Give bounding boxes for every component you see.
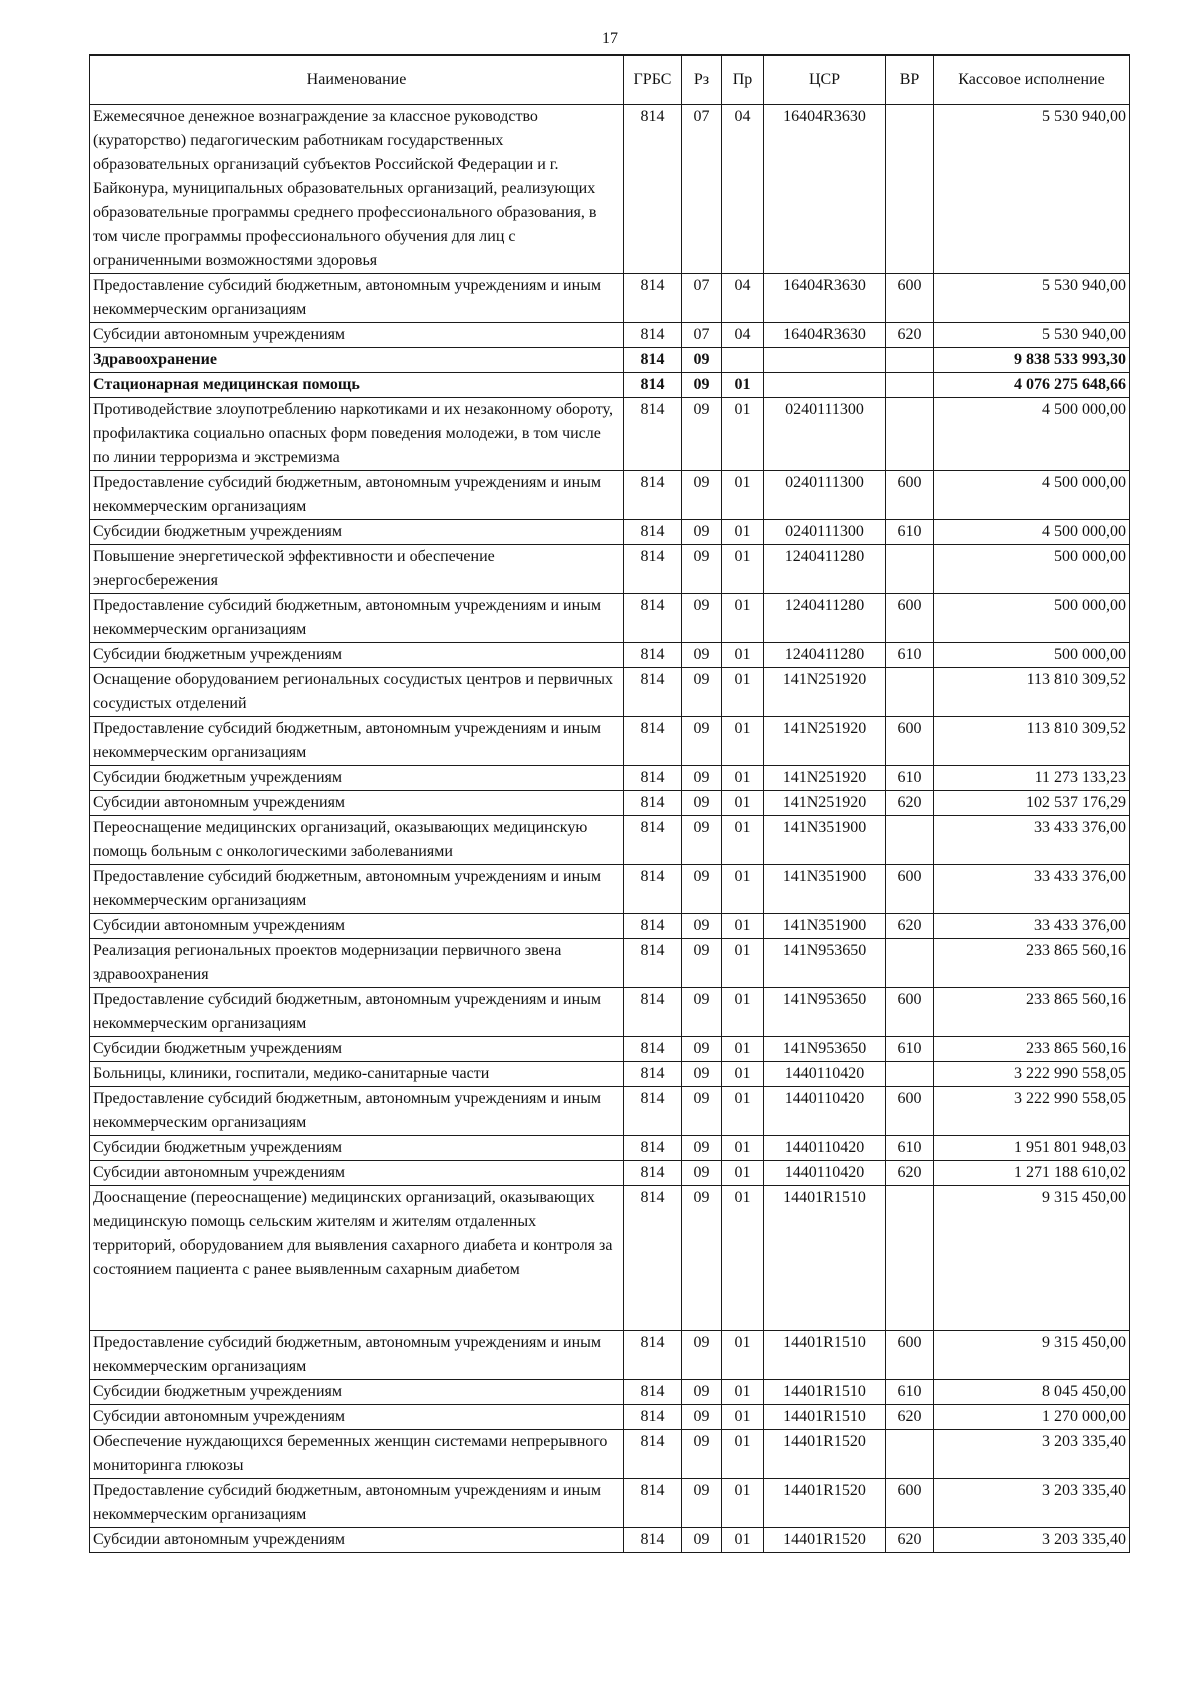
cell-amount: 3 203 335,40 bbox=[934, 1479, 1130, 1528]
cell-name: Предоставление субсидий бюджетным, автономным учреждениям и иным некоммерческим организациям bbox=[90, 988, 624, 1037]
table-row bbox=[90, 1136, 1130, 1161]
table-row bbox=[90, 1087, 1130, 1136]
cell-amount: 113 810 309,52 bbox=[934, 717, 1130, 766]
cell-name: Обеспечение нуждающихся беременных женщин системами непрерывного мониторинга глюкозы bbox=[90, 1430, 624, 1479]
table-row bbox=[90, 1380, 1130, 1405]
cell-rz: 09 bbox=[682, 1186, 722, 1331]
table-row bbox=[90, 643, 1130, 668]
table-row bbox=[90, 398, 1130, 471]
cell-pr: 01 bbox=[722, 939, 764, 988]
cell-csr: 1440110420 bbox=[764, 1062, 886, 1087]
cell-vr bbox=[886, 1062, 934, 1087]
cell-grbs: 814 bbox=[624, 766, 682, 791]
cell-rz: 09 bbox=[682, 1136, 722, 1161]
cell-rz: 09 bbox=[682, 988, 722, 1037]
cell-csr: 141N953650 bbox=[764, 988, 886, 1037]
header-pr: Пр bbox=[722, 55, 764, 105]
cell-grbs: 814 bbox=[624, 348, 682, 373]
cell-rz: 09 bbox=[682, 1037, 722, 1062]
cell-rz: 09 bbox=[682, 1528, 722, 1553]
table-row bbox=[90, 323, 1130, 348]
cell-grbs: 814 bbox=[624, 1331, 682, 1380]
cell-csr: 16404R3630 bbox=[764, 105, 886, 274]
cell-pr: 01 bbox=[722, 1136, 764, 1161]
cell-name: Переоснащение медицинских организаций, оказывающих медицинскую помощь больным с онкологическими заболеваниями bbox=[90, 816, 624, 865]
cell-name: Субсидии бюджетным учреждениям bbox=[90, 1380, 624, 1405]
cell-csr: 1240411280 bbox=[764, 545, 886, 594]
cell-vr bbox=[886, 373, 934, 398]
cell-rz: 09 bbox=[682, 594, 722, 643]
cell-grbs: 814 bbox=[624, 668, 682, 717]
cell-vr: 610 bbox=[886, 1136, 934, 1161]
table-header-row bbox=[90, 55, 1130, 105]
cell-amount: 4 076 275 648,66 bbox=[934, 373, 1130, 398]
cell-rz: 09 bbox=[682, 717, 722, 766]
cell-rz: 09 bbox=[682, 643, 722, 668]
cell-vr: 600 bbox=[886, 471, 934, 520]
cell-rz: 09 bbox=[682, 520, 722, 545]
cell-amount: 1 951 801 948,03 bbox=[934, 1136, 1130, 1161]
cell-grbs: 814 bbox=[624, 323, 682, 348]
cell-pr: 01 bbox=[722, 865, 764, 914]
table-row bbox=[90, 1037, 1130, 1062]
cell-grbs: 814 bbox=[624, 1186, 682, 1331]
cell-name: Предоставление субсидий бюджетным, автономным учреждениям и иным некоммерческим организациям bbox=[90, 1331, 624, 1380]
cell-grbs: 814 bbox=[624, 398, 682, 471]
cell-csr: 14401R1510 bbox=[764, 1380, 886, 1405]
cell-name: Субсидии автономным учреждениям bbox=[90, 1405, 624, 1430]
cell-rz: 09 bbox=[682, 1405, 722, 1430]
cell-csr: 1240411280 bbox=[764, 643, 886, 668]
table-row bbox=[90, 988, 1130, 1037]
cell-grbs: 814 bbox=[624, 1479, 682, 1528]
cell-csr: 141N953650 bbox=[764, 1037, 886, 1062]
cell-pr bbox=[722, 348, 764, 373]
cell-amount: 233 865 560,16 bbox=[934, 1037, 1130, 1062]
cell-pr: 01 bbox=[722, 717, 764, 766]
cell-name: Субсидии автономным учреждениям bbox=[90, 791, 624, 816]
cell-pr: 01 bbox=[722, 1479, 764, 1528]
table-row bbox=[90, 791, 1130, 816]
cell-rz: 09 bbox=[682, 1087, 722, 1136]
cell-amount: 4 500 000,00 bbox=[934, 471, 1130, 520]
cell-csr: 14401R1510 bbox=[764, 1186, 886, 1331]
cell-name: Предоставление субсидий бюджетным, автономным учреждениям и иным некоммерческим организациям bbox=[90, 717, 624, 766]
cell-vr: 620 bbox=[886, 1528, 934, 1553]
cell-name: Предоставление субсидий бюджетным, автономным учреждениям и иным некоммерческим организациям bbox=[90, 1087, 624, 1136]
cell-csr: 141N251920 bbox=[764, 717, 886, 766]
cell-name: Субсидии автономным учреждениям bbox=[90, 323, 624, 348]
table-row bbox=[90, 105, 1130, 274]
cell-vr: 610 bbox=[886, 1380, 934, 1405]
cell-grbs: 814 bbox=[624, 1087, 682, 1136]
cell-name: Предоставление субсидий бюджетным, автономным учреждениям и иным некоммерческим организациям bbox=[90, 274, 624, 323]
cell-name: Стационарная медицинская помощь bbox=[90, 373, 624, 398]
table-row bbox=[90, 1331, 1130, 1380]
table-row bbox=[90, 274, 1130, 323]
cell-vr: 620 bbox=[886, 914, 934, 939]
cell-vr: 610 bbox=[886, 643, 934, 668]
cell-csr: 1440110420 bbox=[764, 1136, 886, 1161]
table-row bbox=[90, 373, 1130, 398]
table-row bbox=[90, 348, 1130, 373]
cell-grbs: 814 bbox=[624, 791, 682, 816]
cell-amount: 3 222 990 558,05 bbox=[934, 1062, 1130, 1087]
cell-pr: 01 bbox=[722, 816, 764, 865]
cell-rz: 07 bbox=[682, 105, 722, 274]
table-row bbox=[90, 914, 1130, 939]
cell-grbs: 814 bbox=[624, 865, 682, 914]
cell-vr bbox=[886, 398, 934, 471]
header-vr: ВР bbox=[886, 55, 934, 105]
table-row bbox=[90, 520, 1130, 545]
cell-vr bbox=[886, 105, 934, 274]
cell-rz: 07 bbox=[682, 323, 722, 348]
cell-rz: 09 bbox=[682, 791, 722, 816]
cell-csr: 141N351900 bbox=[764, 914, 886, 939]
table-row bbox=[90, 939, 1130, 988]
cell-rz: 09 bbox=[682, 1062, 722, 1087]
cell-vr: 600 bbox=[886, 865, 934, 914]
cell-pr: 04 bbox=[722, 323, 764, 348]
cell-vr bbox=[886, 545, 934, 594]
table-row bbox=[90, 594, 1130, 643]
cell-amount: 33 433 376,00 bbox=[934, 914, 1130, 939]
cell-name: Предоставление субсидий бюджетным, автономным учреждениям и иным некоммерческим организациям bbox=[90, 471, 624, 520]
table-row bbox=[90, 1528, 1130, 1553]
cell-vr bbox=[886, 1186, 934, 1331]
cell-rz: 09 bbox=[682, 348, 722, 373]
cell-rz: 09 bbox=[682, 1161, 722, 1186]
cell-name: Субсидии бюджетным учреждениям bbox=[90, 643, 624, 668]
cell-amount: 500 000,00 bbox=[934, 643, 1130, 668]
cell-pr: 01 bbox=[722, 1161, 764, 1186]
cell-csr: 141N251920 bbox=[764, 791, 886, 816]
cell-amount: 33 433 376,00 bbox=[934, 865, 1130, 914]
cell-pr: 01 bbox=[722, 791, 764, 816]
cell-grbs: 814 bbox=[624, 1405, 682, 1430]
cell-csr: 141N351900 bbox=[764, 865, 886, 914]
cell-grbs: 814 bbox=[624, 105, 682, 274]
cell-name: Реализация региональных проектов модернизации первичного звена здравоохранения bbox=[90, 939, 624, 988]
cell-rz: 09 bbox=[682, 914, 722, 939]
cell-amount: 233 865 560,16 bbox=[934, 939, 1130, 988]
cell-amount: 11 273 133,23 bbox=[934, 766, 1130, 791]
cell-rz: 09 bbox=[682, 1479, 722, 1528]
table-row bbox=[90, 717, 1130, 766]
table-row bbox=[90, 766, 1130, 791]
table-row bbox=[90, 1479, 1130, 1528]
header-name: Наименование bbox=[90, 55, 624, 105]
cell-grbs: 814 bbox=[624, 816, 682, 865]
cell-rz: 07 bbox=[682, 274, 722, 323]
cell-name: Предоставление субсидий бюджетным, автономным учреждениям и иным некоммерческим организациям bbox=[90, 594, 624, 643]
cell-name: Субсидии бюджетным учреждениям bbox=[90, 1037, 624, 1062]
cell-vr: 600 bbox=[886, 594, 934, 643]
cell-rz: 09 bbox=[682, 816, 722, 865]
cell-name: Субсидии бюджетным учреждениям bbox=[90, 1136, 624, 1161]
cell-name: Субсидии автономным учреждениям bbox=[90, 914, 624, 939]
cell-csr bbox=[764, 348, 886, 373]
cell-grbs: 814 bbox=[624, 988, 682, 1037]
cell-amount: 5 530 940,00 bbox=[934, 323, 1130, 348]
cell-grbs: 814 bbox=[624, 545, 682, 594]
cell-csr: 0240111300 bbox=[764, 471, 886, 520]
table-row bbox=[90, 865, 1130, 914]
cell-vr bbox=[886, 348, 934, 373]
cell-grbs: 814 bbox=[624, 1062, 682, 1087]
cell-pr: 01 bbox=[722, 914, 764, 939]
cell-pr: 01 bbox=[722, 545, 764, 594]
cell-amount: 102 537 176,29 bbox=[934, 791, 1130, 816]
table-row bbox=[90, 1161, 1130, 1186]
cell-csr bbox=[764, 373, 886, 398]
cell-pr: 01 bbox=[722, 1331, 764, 1380]
cell-grbs: 814 bbox=[624, 939, 682, 988]
table-body bbox=[90, 105, 1130, 1553]
cell-vr bbox=[886, 939, 934, 988]
cell-pr: 04 bbox=[722, 274, 764, 323]
cell-vr: 600 bbox=[886, 1331, 934, 1380]
cell-vr bbox=[886, 816, 934, 865]
cell-vr bbox=[886, 668, 934, 717]
cell-pr: 04 bbox=[722, 105, 764, 274]
cell-csr: 1440110420 bbox=[764, 1161, 886, 1186]
cell-grbs: 814 bbox=[624, 1430, 682, 1479]
cell-name: Предоставление субсидий бюджетным, автономным учреждениям и иным некоммерческим организациям bbox=[90, 1479, 624, 1528]
table-row bbox=[90, 471, 1130, 520]
cell-amount: 3 203 335,40 bbox=[934, 1430, 1130, 1479]
cell-amount: 1 270 000,00 bbox=[934, 1405, 1130, 1430]
page-number: 17 bbox=[602, 30, 618, 47]
table-row bbox=[90, 1186, 1130, 1331]
cell-csr: 14401R1520 bbox=[764, 1479, 886, 1528]
cell-vr: 620 bbox=[886, 1161, 934, 1186]
cell-grbs: 814 bbox=[624, 1136, 682, 1161]
cell-pr: 01 bbox=[722, 1087, 764, 1136]
cell-pr: 01 bbox=[722, 398, 764, 471]
cell-name: Здравоохранение bbox=[90, 348, 624, 373]
cell-pr: 01 bbox=[722, 471, 764, 520]
cell-name: Повышение энергетической эффективности и обеспечение энергосбережения bbox=[90, 545, 624, 594]
cell-amount: 9 838 533 993,30 bbox=[934, 348, 1130, 373]
cell-csr: 1440110420 bbox=[764, 1087, 886, 1136]
cell-amount: 5 530 940,00 bbox=[934, 105, 1130, 274]
cell-pr: 01 bbox=[722, 988, 764, 1037]
cell-pr: 01 bbox=[722, 373, 764, 398]
cell-pr: 01 bbox=[722, 1186, 764, 1331]
cell-rz: 09 bbox=[682, 545, 722, 594]
cell-pr: 01 bbox=[722, 520, 764, 545]
cell-amount: 5 530 940,00 bbox=[934, 274, 1130, 323]
cell-grbs: 814 bbox=[624, 717, 682, 766]
header-grbs: ГРБС bbox=[624, 55, 682, 105]
cell-csr: 16404R3630 bbox=[764, 323, 886, 348]
cell-name: Субсидии бюджетным учреждениям bbox=[90, 766, 624, 791]
cell-vr: 600 bbox=[886, 274, 934, 323]
cell-grbs: 814 bbox=[624, 471, 682, 520]
cell-name: Субсидии автономным учреждениям bbox=[90, 1161, 624, 1186]
cell-rz: 09 bbox=[682, 766, 722, 791]
cell-csr: 14401R1520 bbox=[764, 1430, 886, 1479]
cell-rz: 09 bbox=[682, 398, 722, 471]
cell-amount: 9 315 450,00 bbox=[934, 1186, 1130, 1331]
cell-csr: 16404R3630 bbox=[764, 274, 886, 323]
cell-grbs: 814 bbox=[624, 1528, 682, 1553]
cell-csr: 0240111300 bbox=[764, 520, 886, 545]
cell-grbs: 814 bbox=[624, 520, 682, 545]
cell-amount: 4 500 000,00 bbox=[934, 398, 1130, 471]
cell-pr: 01 bbox=[722, 668, 764, 717]
cell-vr: 600 bbox=[886, 1479, 934, 1528]
cell-csr: 141N351900 bbox=[764, 816, 886, 865]
table-row bbox=[90, 1405, 1130, 1430]
cell-amount: 1 271 188 610,02 bbox=[934, 1161, 1130, 1186]
cell-vr: 610 bbox=[886, 520, 934, 545]
cell-amount: 9 315 450,00 bbox=[934, 1331, 1130, 1380]
cell-name: Ежемесячное денежное вознаграждение за классное руководство (кураторство) педагогическим работникам государственных образовательных организаций субъектов Российской Федерации и г. Байконура, муниципальных образовательных организаций, реализующих образовательные программы среднего профессионального образования, в том числе программы профессионального обучения для лиц с ограниченными возможностями здоровья bbox=[90, 105, 624, 274]
table-row bbox=[90, 1062, 1130, 1087]
cell-grbs: 814 bbox=[624, 274, 682, 323]
cell-grbs: 814 bbox=[624, 1161, 682, 1186]
table-row bbox=[90, 545, 1130, 594]
table-row bbox=[90, 668, 1130, 717]
cell-name: Больницы, клиники, госпитали, медико-санитарные части bbox=[90, 1062, 624, 1087]
cell-amount: 500 000,00 bbox=[934, 594, 1130, 643]
cell-vr bbox=[886, 1430, 934, 1479]
cell-pr: 01 bbox=[722, 643, 764, 668]
cell-rz: 09 bbox=[682, 939, 722, 988]
cell-name: Субсидии бюджетным учреждениям bbox=[90, 520, 624, 545]
cell-pr: 01 bbox=[722, 1380, 764, 1405]
cell-pr: 01 bbox=[722, 766, 764, 791]
cell-vr: 620 bbox=[886, 1405, 934, 1430]
cell-csr: 14401R1510 bbox=[764, 1331, 886, 1380]
cell-rz: 09 bbox=[682, 373, 722, 398]
cell-amount: 113 810 309,52 bbox=[934, 668, 1130, 717]
cell-csr: 141N251920 bbox=[764, 766, 886, 791]
cell-grbs: 814 bbox=[624, 914, 682, 939]
header-csr: ЦСР bbox=[764, 55, 886, 105]
cell-csr: 14401R1520 bbox=[764, 1528, 886, 1553]
table-row bbox=[90, 816, 1130, 865]
cell-amount: 33 433 376,00 bbox=[934, 816, 1130, 865]
cell-name: Дооснащение (переоснащение) медицинских организаций, оказывающих медицинскую помощь сельским жителям и жителям отдаленных территорий, оборудованием для выявления сахарного диабета и контроля за состоянием пациента с ранее выявленным сахарным диабетом bbox=[90, 1186, 624, 1331]
cell-grbs: 814 bbox=[624, 1380, 682, 1405]
cell-vr: 610 bbox=[886, 766, 934, 791]
cell-vr: 600 bbox=[886, 1087, 934, 1136]
cell-csr: 141N953650 bbox=[764, 939, 886, 988]
cell-vr: 600 bbox=[886, 988, 934, 1037]
cell-grbs: 814 bbox=[624, 643, 682, 668]
cell-pr: 01 bbox=[722, 1062, 764, 1087]
cell-amount: 500 000,00 bbox=[934, 545, 1130, 594]
cell-csr: 0240111300 bbox=[764, 398, 886, 471]
cell-rz: 09 bbox=[682, 471, 722, 520]
cell-amount: 3 222 990 558,05 bbox=[934, 1087, 1130, 1136]
header-rz: Рз bbox=[682, 55, 722, 105]
cell-vr: 620 bbox=[886, 791, 934, 816]
cell-name: Субсидии автономным учреждениям bbox=[90, 1528, 624, 1553]
cell-rz: 09 bbox=[682, 668, 722, 717]
cell-rz: 09 bbox=[682, 1380, 722, 1405]
cell-vr: 620 bbox=[886, 323, 934, 348]
cell-rz: 09 bbox=[682, 1331, 722, 1380]
cell-vr: 610 bbox=[886, 1037, 934, 1062]
header-amount: Кассовое исполнение bbox=[934, 55, 1130, 105]
cell-amount: 4 500 000,00 bbox=[934, 520, 1130, 545]
cell-csr: 1240411280 bbox=[764, 594, 886, 643]
cell-amount: 8 045 450,00 bbox=[934, 1380, 1130, 1405]
cell-pr: 01 bbox=[722, 594, 764, 643]
cell-name: Предоставление субсидий бюджетным, автономным учреждениям и иным некоммерческим организациям bbox=[90, 865, 624, 914]
cell-pr: 01 bbox=[722, 1528, 764, 1553]
cell-pr: 01 bbox=[722, 1430, 764, 1479]
cell-amount: 233 865 560,16 bbox=[934, 988, 1130, 1037]
cell-csr: 14401R1510 bbox=[764, 1405, 886, 1430]
cell-rz: 09 bbox=[682, 1430, 722, 1479]
cell-name: Противодействие злоупотреблению наркотиками и их незаконному обороту, профилактика социально опасных форм поведения молодежи, в том числе по линии терроризма и экстремизма bbox=[90, 398, 624, 471]
table-row bbox=[90, 1430, 1130, 1479]
cell-grbs: 814 bbox=[624, 594, 682, 643]
budget-execution-table bbox=[89, 54, 1130, 1553]
cell-pr: 01 bbox=[722, 1037, 764, 1062]
cell-grbs: 814 bbox=[624, 373, 682, 398]
cell-grbs: 814 bbox=[624, 1037, 682, 1062]
cell-rz: 09 bbox=[682, 865, 722, 914]
cell-amount: 3 203 335,40 bbox=[934, 1528, 1130, 1553]
cell-csr: 141N251920 bbox=[764, 668, 886, 717]
cell-vr: 600 bbox=[886, 717, 934, 766]
cell-pr: 01 bbox=[722, 1405, 764, 1430]
cell-name: Оснащение оборудованием региональных сосудистых центров и первичных сосудистых отделений bbox=[90, 668, 624, 717]
